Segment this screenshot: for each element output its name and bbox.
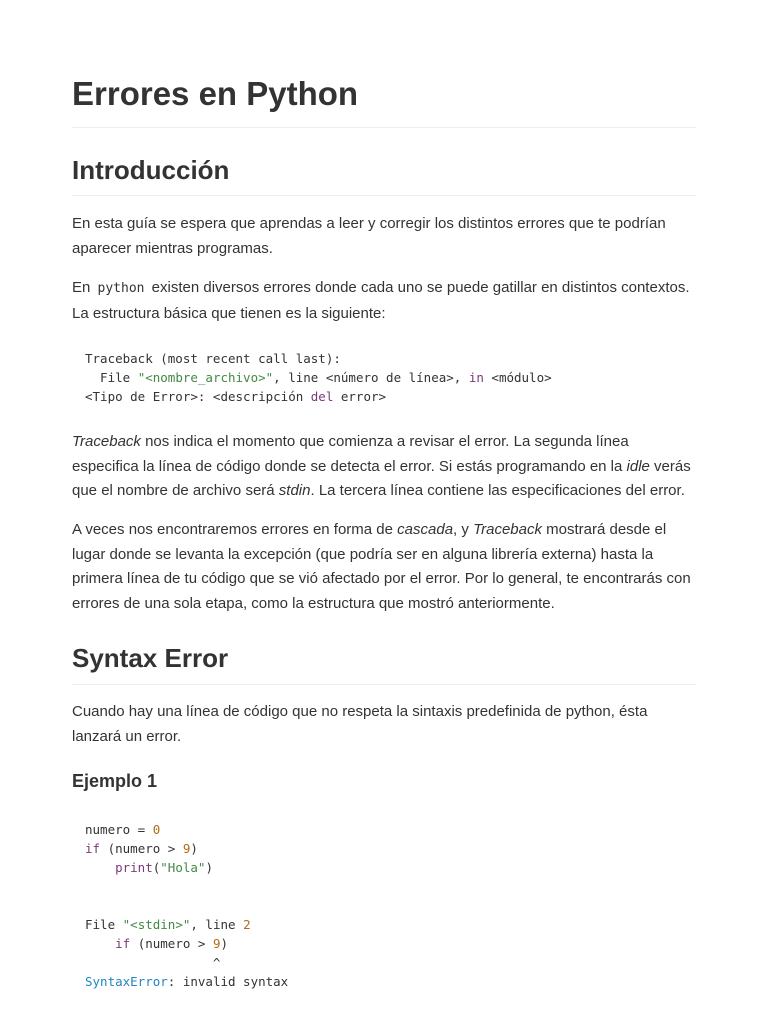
- inline-code: python: [97, 281, 145, 296]
- page-title: Errores en Python: [72, 75, 359, 112]
- code-string: "Hola": [160, 860, 206, 875]
- intro-paragraph-2: [72, 276, 698, 326]
- title-divider: [72, 127, 696, 128]
- code-caret: ^: [85, 955, 221, 970]
- emphasis: Traceback: [72, 433, 141, 450]
- text: , y: [453, 521, 474, 538]
- code-keyword: print: [115, 860, 153, 875]
- code-indent: [85, 936, 115, 951]
- code-keyword: if: [85, 841, 101, 856]
- text: existen diversos errores donde cada uno se puede gatillar en distintos contextos. La estructura básica que tienen es la siguiente:: [72, 279, 690, 322]
- code-text: <Tipo de Error>: <descripción: [85, 389, 311, 404]
- intro-paragraph-3: [72, 430, 698, 504]
- emphasis: idle: [626, 457, 650, 475]
- emphasis: stdin: [278, 482, 311, 499]
- text: nos indica el momento que comienza a revisar el error. La segunda línea especifica la línea de código donde se detecta el error. Si estás programando en la: [72, 433, 629, 475]
- code-text: , line: [190, 917, 244, 932]
- code-keyword: in: [468, 370, 484, 385]
- section-heading-syntax-error: Syntax Error: [72, 643, 229, 673]
- section-divider: [72, 684, 696, 685]
- text: verás que el nombre de archivo será: [72, 457, 691, 499]
- code-keyword: del: [310, 389, 334, 404]
- code-text: numero =: [85, 822, 153, 837]
- code-text: (numero >: [130, 936, 213, 951]
- code-block-traceback-structure: [85, 349, 685, 406]
- code-text: error>: [333, 389, 387, 404]
- code-indent: [85, 860, 115, 875]
- code-number: 2: [243, 917, 251, 932]
- code-text: <módulo>: [483, 370, 552, 385]
- code-keyword: if: [115, 936, 131, 951]
- code-exception: SyntaxError: [85, 974, 168, 989]
- section-heading-introduccion: Introducción: [72, 155, 230, 185]
- code-string: "<stdin>": [122, 917, 191, 932]
- emphasis: cascada: [397, 521, 454, 538]
- intro-paragraph-4: [72, 518, 698, 616]
- code-line: Traceback (most recent call last):: [85, 351, 341, 366]
- code-text: ): [190, 841, 198, 856]
- code-text: : invalid syntax: [167, 974, 289, 989]
- code-string: "<nombre_archivo>": [137, 370, 274, 385]
- code-text: ): [220, 936, 229, 951]
- syntax-paragraph-1: Cuando hay una línea de código que no respeta la sintaxis predefinida de python, ésta lanzará un error.: [72, 703, 648, 745]
- text: En: [72, 279, 91, 296]
- code-text: ): [205, 860, 213, 875]
- intro-paragraph-1: En esta guía se espera que aprendas a leer y corregir los distintos errores que te podrían aparecer mientras programas.: [72, 215, 666, 257]
- text: A veces nos encontraremos errores en forma de: [72, 521, 398, 538]
- code-number: 0: [152, 822, 161, 837]
- code-number: 9: [182, 841, 191, 856]
- text: . La tercera línea contiene las especificaciones del error.: [310, 482, 685, 499]
- code-block-example-1: [85, 820, 685, 991]
- code-text: File: [85, 917, 123, 932]
- text: mostrará desde el lugar donde se levanta la excepción (que podría ser en alguna librería externa) hasta la primera línea de tu código que se vió afectado por el error. Por lo general, te encontrarás con errores de una sola etapa, como la estructura que mostró anteriormente.: [72, 521, 691, 612]
- code-text: (numero >: [100, 841, 183, 856]
- section-divider: [72, 195, 696, 196]
- code-text: , line <número de línea>,: [273, 370, 469, 385]
- example-heading: Ejemplo 1: [72, 771, 158, 791]
- code-text: (: [152, 860, 161, 875]
- code-text: File: [85, 370, 138, 385]
- code-number: 9: [212, 936, 221, 951]
- emphasis: Traceback: [473, 521, 542, 538]
